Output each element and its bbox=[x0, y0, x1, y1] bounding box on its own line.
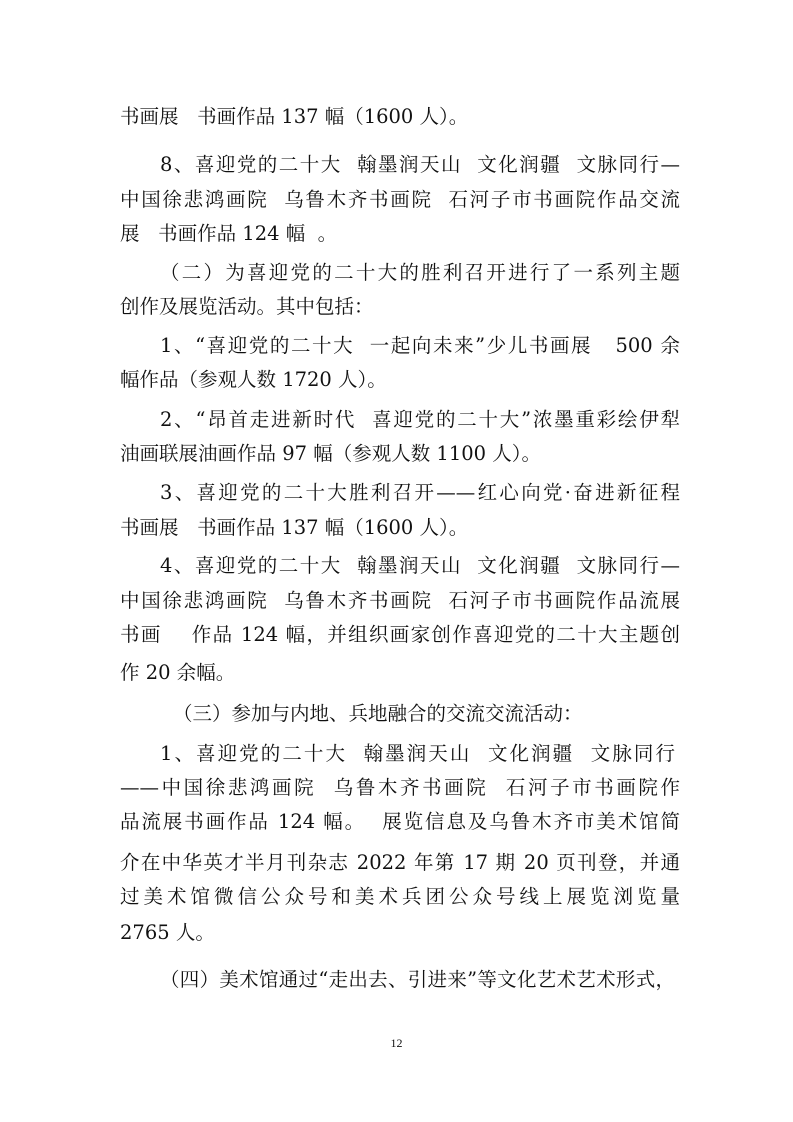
text-line: 书画展 书画作品 137 幅（1600 人）。 bbox=[120, 105, 469, 128]
text-line: 2、“昂首走进新时代 喜迎党的二十大”浓墨重彩绘伊犁 bbox=[160, 408, 680, 431]
text-line: 1、喜迎党的二十大 翰墨润天山 文化润疆 文脉同行 bbox=[160, 742, 675, 765]
text-line: 过美术馆微信公众号和美术兵团公众号线上展览浏览量 bbox=[120, 885, 680, 908]
text-line: 油画联展油画作品 97 幅（参观人数 1100 人）。 bbox=[120, 442, 541, 465]
text-line: 创作及展览活动。其中包括： bbox=[120, 295, 374, 318]
text-line: ——中国徐悲鸿画院 乌鲁木齐书画院 石河子市书画院作 bbox=[120, 776, 680, 799]
text-line: （二）为喜迎党的二十大的胜利召开进行了一系列主题 bbox=[160, 261, 680, 284]
text-line: （三）参加与内地、兵地融合的交流交流活动： bbox=[173, 702, 583, 725]
text-line: 中国徐悲鸿画院 乌鲁木齐书画院 石河子市书画院作品交流 bbox=[120, 188, 680, 211]
text-line: 2765 人。 bbox=[120, 921, 215, 944]
text-line: 8、喜迎党的二十大 翰墨润天山 文化润疆 文脉同行— bbox=[160, 153, 680, 176]
text-line: 展 书画作品 124 幅 。 bbox=[120, 222, 338, 245]
text-line: 幅作品（参观人数 1720 人）。 bbox=[120, 368, 387, 391]
text-line: 作 20 余幅。 bbox=[120, 661, 236, 684]
text-line: 4、喜迎党的二十大 翰墨润天山 文化润疆 文脉同行— bbox=[160, 554, 680, 577]
text-line: 书画 作品 124 幅，并组织画家创作喜迎党的二十大主题创 bbox=[120, 623, 680, 646]
text-line: 中国徐悲鸿画院 乌鲁木齐书画院 石河子市书画院作品流展 bbox=[120, 589, 680, 612]
text-line: 书画展 书画作品 137 幅（1600 人）。 bbox=[120, 516, 469, 539]
text-line: 品流展书画作品 124 幅。 展览信息及乌鲁木齐市美术馆简 bbox=[120, 810, 680, 833]
page-number: 12 bbox=[390, 1036, 403, 1050]
text-line: 介在中华英才半月刊杂志 2022 年第 17 期 20 页刊登，并通 bbox=[120, 851, 680, 874]
text-line: 1、“喜迎党的二十大 一起向未来”少儿书画展 500 余 bbox=[160, 334, 680, 357]
text-line: 3、喜迎党的二十大胜利召开——红心向党·奋进新征程 bbox=[160, 481, 680, 504]
text-line: （四）美术馆通过“走出去、引进来”等文化艺术艺术形式， bbox=[160, 968, 675, 991]
